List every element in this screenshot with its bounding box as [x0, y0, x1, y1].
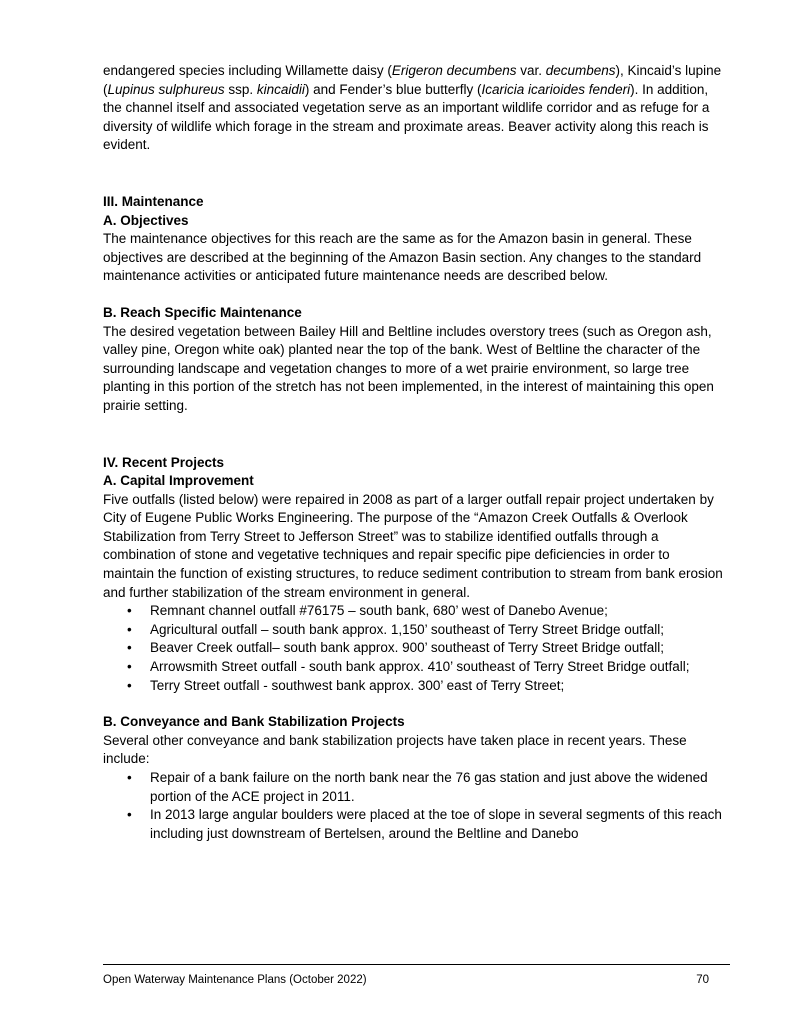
- capital-improvement-paragraph: Five outfalls (listed below) were repaired in 2008 as part of a larger outfall repair project undertaken by City of Eugene Public Works Engineering. The purpose of the “Amazon Creek Outfalls & Overlook Stabilization from Terry Street to Jefferson Street” was to stabilize identified outfalls through a combination of stone and vegetative techniques and repair specific pipe deficiencies in order to maintain the function of existing structures, to reduce sediment contribution to stream from bank erosion and further stabilization of the stream environment in general.: [103, 491, 723, 600]
- list-item: • Agricultural outfall – south bank approx. 1,150’ southeast of Terry Street Bridge outfall;: [103, 621, 723, 640]
- page-footer: [103, 964, 730, 986]
- list-item: • Remnant channel outfall #76175 – south bank, 680’ west of Danebo Avenue;: [103, 602, 723, 621]
- page-number: 70: [696, 974, 709, 986]
- list-item: • Arrowsmith Street outfall - south bank approx. 410’ southeast of Terry Street Bridge outfall;: [103, 658, 723, 677]
- intro-paragraph: endangered species including Willamette daisy (Erigeron decumbens var. decumbens), Kincaid’s lupine (Lupinus sulphureus ssp. kincaidii) and Fender’s blue butterfly (Icaricia icarioides fenderi). In addition, the channel itself and associated vegetation serve as an important wildlife corridor and as refuge for a diversity of wildlife which forage in the stream and proximate areas. Beaver activity along this reach is evident.: [103, 63, 722, 153]
- subheading-conveyance: B. Conveyance and Bank Stabilization Projects: [103, 714, 405, 730]
- list-item: • Repair of a bank failure on the north bank near the 76 gas station and just above the widened portion of the ACE project in 2011.: [103, 769, 723, 806]
- subheading-objectives: A. Objectives: [103, 212, 189, 228]
- list-item: • Beaver Creek outfall– south bank approx. 900’ southeast of Terry Street Bridge outfall;: [103, 639, 723, 658]
- outfall-list: [103, 602, 723, 695]
- conveyance-paragraph: Several other conveyance and bank stabilization projects have taken place in recent years. These include:: [103, 732, 687, 767]
- reach-specific-paragraph: The desired vegetation between Bailey Hill and Beltline includes overstory trees (such as Oregon ash, valley pine, Oregon white oak) planted near the top of the bank. West of Beltline the character of the surrounding landscape and vegetation changes to more of a wet prairie environment, so large tree planting in this portion of the stretch has not been implemented, in the interest of maintaining this open prairie setting.: [103, 323, 714, 413]
- section-heading-maintenance: III. Maintenance: [103, 193, 204, 209]
- footer-title: Open Waterway Maintenance Plans (October 2022): [103, 974, 367, 986]
- list-item: • Terry Street outfall - southwest bank approx. 300’ east of Terry Street;: [103, 677, 723, 696]
- subheading-capital-improvement: A. Capital Improvement: [103, 473, 254, 489]
- objectives-paragraph: The maintenance objectives for this reach are the same as for the Amazon basin in general. These objectives are described at the beginning of the Amazon Basin section. Any changes to the standard maintenance activities or anticipated future maintenance needs are described below.: [103, 231, 702, 284]
- list-item: • In 2013 large angular boulders were placed at the toe of slope in several segments of this reach including just downstream of Bertelsen, around the Beltline and Danebo: [103, 806, 723, 843]
- conveyance-list: [103, 769, 723, 843]
- document-page: [103, 62, 723, 843]
- section-heading-recent-projects: IV. Recent Projects: [103, 454, 225, 470]
- subheading-reach-specific: B. Reach Specific Maintenance: [103, 304, 302, 320]
